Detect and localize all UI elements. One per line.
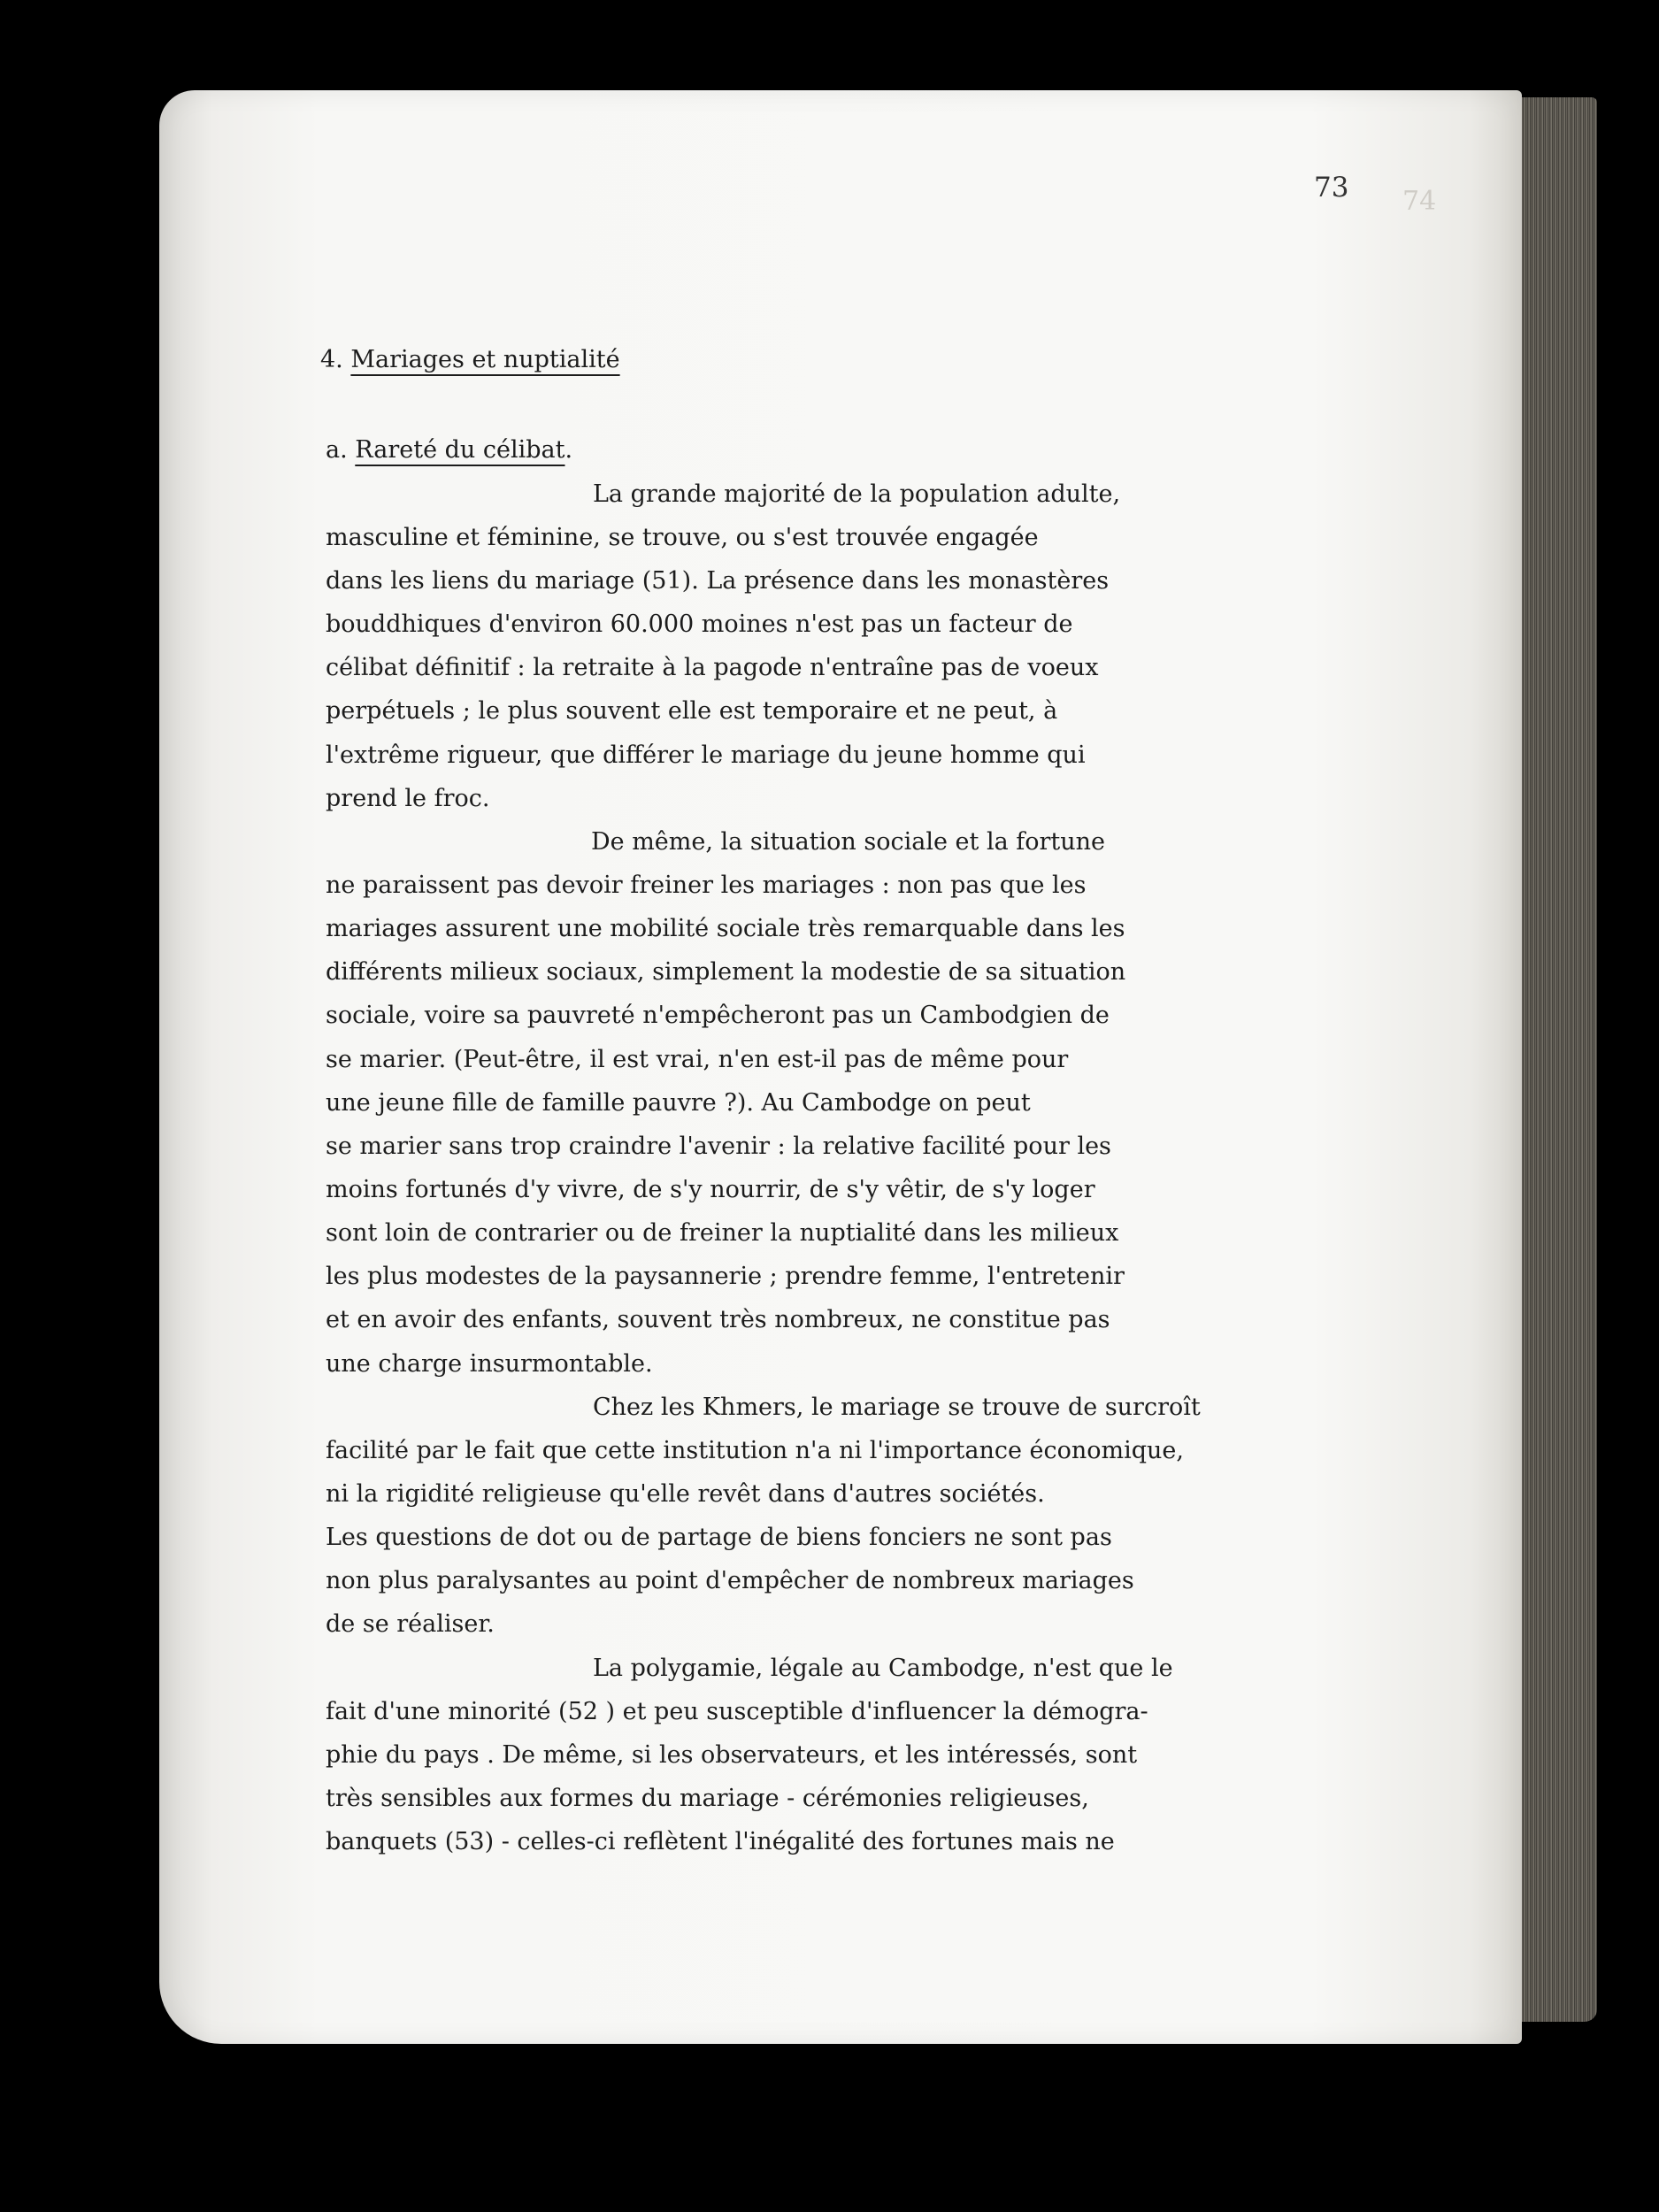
text-line: La polygamie, légale au Cambodge, n'est que le bbox=[593, 1655, 1173, 1682]
text-line: masculine et féminine, se trouve, ou s'est trouvée engagée bbox=[326, 524, 1039, 551]
text-line: et en avoir des enfants, souvent très nombreux, ne constitue pas bbox=[326, 1306, 1110, 1333]
text-line: phie du pays . De même, si les observateurs, et les intéressés, sont bbox=[326, 1741, 1138, 1769]
subsection-heading: a. Rareté du célibat. bbox=[326, 436, 573, 464]
text-line: moins fortunés d'y vivre, de s'y nourrir, de s'y vêtir, de s'y loger bbox=[326, 1176, 1095, 1203]
text-line: très sensibles aux formes du mariage - cérémonies religieuses, bbox=[326, 1785, 1089, 1812]
subsection-title: Rareté du célibat bbox=[355, 436, 565, 464]
text-line: une jeune fille de famille pauvre ?). Au Cambodge on peut bbox=[326, 1089, 1031, 1117]
section-marker: 4. bbox=[320, 346, 343, 373]
text-line: les plus modestes de la paysannerie ; prendre femme, l'entretenir bbox=[326, 1263, 1125, 1290]
bleed-through-page-number: 74 bbox=[1402, 186, 1437, 217]
text-line: bouddhiques d'environ 60.000 moines n'est pas un facteur de bbox=[326, 611, 1073, 638]
text-line: Les questions de dot ou de partage de biens fonciers ne sont pas bbox=[326, 1524, 1112, 1551]
subsection-marker: a. bbox=[326, 436, 348, 464]
text-line: non plus paralysantes au point d'empêcher de nombreux mariages bbox=[326, 1567, 1134, 1594]
text-line: se marier sans trop craindre l'avenir : la relative facilité pour les bbox=[326, 1133, 1111, 1160]
text-line: ne paraissent pas devoir freiner les mariages : non pas que les bbox=[326, 872, 1087, 899]
text-line: de se réaliser. bbox=[326, 1610, 495, 1638]
text-line: se marier. (Peut-être, il est vrai, n'en est-il pas de même pour bbox=[326, 1046, 1069, 1073]
text-line: mariages assurent une mobilité sociale très remarquable dans les bbox=[326, 915, 1125, 942]
text-line: La grande majorité de la population adulte, bbox=[593, 480, 1121, 508]
text-line: sociale, voire sa pauvreté n'empêcheront pas un Cambodgien de bbox=[326, 1002, 1110, 1029]
text-line: perpétuels ; le plus souvent elle est temporaire et ne peut, à bbox=[326, 697, 1058, 725]
section-title: Mariages et nuptialité bbox=[350, 346, 620, 373]
text-line: différents milieux sociaux, simplement la modestie de sa situation bbox=[326, 958, 1126, 986]
text-line: dans les liens du mariage (51). La présence dans les monastères bbox=[326, 567, 1110, 595]
text-line: prend le froc. bbox=[326, 785, 490, 812]
text-line: célibat définitif : la retraite à la pagode n'entraîne pas de voeux bbox=[326, 654, 1099, 681]
text-line: banquets (53) - celles-ci reflètent l'inégalité des fortunes mais ne bbox=[326, 1828, 1115, 1855]
text-line: fait d'une minorité (52 ) et peu susceptible d'influencer la démogra- bbox=[326, 1698, 1148, 1725]
page-number: 73 bbox=[1314, 172, 1349, 204]
text-line: ni la rigidité religieuse qu'elle revêt dans d'autres sociétés. bbox=[326, 1480, 1045, 1508]
text-line: De même, la situation sociale et la fortune bbox=[591, 828, 1106, 856]
text-line: une charge insurmontable. bbox=[326, 1350, 653, 1378]
section-heading bbox=[320, 348, 620, 372]
text-line: sont loin de contrarier ou de freiner la nuptialité dans les milieux bbox=[326, 1219, 1119, 1247]
text-line: l'extrême rigueur, que différer le mariage du jeune homme qui bbox=[326, 741, 1086, 769]
text-line: facilité par le fait que cette institution n'a ni l'importance économique, bbox=[326, 1437, 1184, 1464]
text-line: Chez les Khmers, le mariage se trouve de surcroît bbox=[593, 1394, 1201, 1421]
